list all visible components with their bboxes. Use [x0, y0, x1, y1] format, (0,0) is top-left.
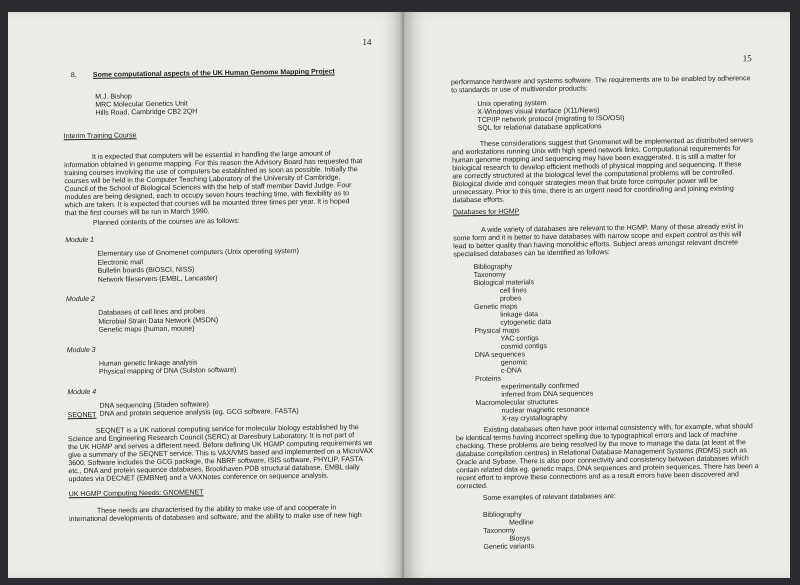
text-line: some form and it is better to have databases with narrow scope and expert control as this will	[453, 231, 742, 243]
text-line: MRC Molecular Genetics Unit	[95, 100, 188, 109]
text-line: etc., DNA and protein sequence databases, Brookhaven PDB structural database, EMBL daily	[68, 464, 360, 476]
text-line: contain related data eg. genetic maps, DNA sequences and protein sequences. There has been a	[456, 463, 759, 475]
para-training	[64, 150, 363, 218]
text-line: A wide variety of databases are relevant to the HGMP. Many of these already exist in	[481, 223, 744, 234]
list-item: Physical maps	[474, 327, 520, 336]
text-line: SQL for relational database applications	[477, 123, 602, 132]
author-block	[95, 92, 197, 117]
section-number: 8.	[70, 72, 77, 80]
text-line: information obtained in genome mapping. For this reason the Advisory Board has requested that	[64, 158, 363, 170]
examples-intro: Some examples of relevant databases are:	[482, 493, 616, 502]
text-line: database compilation centres) in Relational Database Management Systems (RDMS) such as	[456, 447, 747, 459]
list-item: Biosys	[509, 535, 531, 543]
list-item: Proteins	[475, 375, 501, 384]
module-item: Elementary use of Gnomenet computers (Unix operating system)	[97, 247, 299, 258]
module-item: DNA sequencing (Staden software)	[99, 400, 209, 410]
list-item: cytogenetic data	[500, 318, 552, 327]
book-spread	[8, 12, 790, 578]
examples-list	[483, 511, 534, 552]
text-line: corrected.	[456, 482, 488, 491]
list-item: Taxonomy	[483, 527, 516, 535]
list-item: cosmid contigs	[500, 343, 548, 351]
text-line: checking. These problems are being resolved by the move to manage the data (at least at the	[456, 439, 746, 451]
para-needs	[69, 504, 362, 524]
text-line: and workstations running Unix with high speed network links. Computational requirements for	[451, 145, 741, 157]
list-item: probes	[499, 295, 522, 303]
text-line: It is expected that computers will be essential in handling the large amount of	[91, 150, 331, 161]
module-item: Bulletin boards (BIOSCI, NISS)	[97, 266, 195, 275]
standards-list	[477, 99, 624, 133]
page-number: 15	[742, 53, 752, 64]
list-item: experimentally confirmed	[501, 382, 580, 391]
heading-needs: UK HGMP Computing Needs: GNOMENET	[68, 489, 204, 499]
list-item: X-ray crystallography	[501, 414, 568, 423]
database-subjects-list	[474, 262, 594, 424]
text-line: Hills Road, Cambridge CB2 2QH	[95, 108, 198, 117]
list-item: Biological materials	[473, 279, 535, 288]
text-line: give a summary of the SEQNET service. This is VAX/VMS based and implemented on a MicroVAX	[68, 447, 374, 460]
text-line: to standards or use of multivendor products:	[451, 85, 588, 95]
text-line: unnecessary. Prior to this time, there is an urgent need for coordinating and joining existing	[452, 185, 734, 197]
heading-databases: Databases for HGMP	[452, 208, 520, 217]
module-item: Databases of cell lines and probes	[98, 308, 206, 317]
text-line: the UK HGMP and serves a different need. Before defining UK HGMP computing requirements we	[68, 439, 373, 452]
heading-training: Interim Training Course	[63, 132, 137, 141]
module-item: Electronic mail	[97, 258, 144, 267]
text-line: biological research to develop efficient methods of physical mapping and sequencing. If these	[452, 161, 742, 173]
text-line: training courses involving the use of computers be established as soon as possible. Initially the	[64, 166, 358, 178]
list-item: Medline	[509, 519, 534, 527]
list-item: genomic	[500, 359, 528, 367]
para-existing	[456, 423, 759, 491]
text-line: M.J. Bishop	[95, 93, 132, 101]
text-line: that the first courses will be run in March 1990.	[64, 208, 210, 218]
list-item: Taxonomy	[473, 271, 506, 280]
text-line: database efforts.	[452, 196, 505, 205]
para-gnomenet	[452, 137, 754, 205]
right-page	[404, 12, 790, 578]
module-item: Genetic maps (human, mouse)	[98, 325, 195, 334]
list-item: Genetic variants	[483, 543, 535, 551]
text-line: are correctly structured at the biological level the computational problems will be controlled.	[452, 169, 735, 181]
heading-seqnet: SEQNET	[67, 411, 97, 420]
list-item: linkage data	[500, 311, 539, 319]
text-line: Biological divide and conquer strategies mean that brute force computer power will be	[452, 177, 718, 189]
module-label: Module 4	[67, 388, 97, 396]
list-item: cell lines	[499, 287, 527, 295]
text-line: Council of the School of Biological Sciences with the help of staff member David Judge. Four	[64, 182, 352, 194]
text-line: recent effort to improve these connections and as a result errors have been discovered and	[456, 471, 739, 483]
para-cont	[451, 75, 751, 95]
para-seqnet	[68, 424, 374, 484]
module-item: Human genetic linkage analysis	[98, 358, 198, 368]
text-line: courses will be held in the Computer Teaching Laboratory of the University of Cambridge,	[64, 174, 341, 186]
list-item: nuclear magnetic resonance	[501, 406, 590, 415]
text-line: X-Windows visual interface (X11/News)	[477, 107, 600, 116]
left-page	[8, 12, 404, 578]
text-line: Science and Engineering Research Council (SERC) at Daresbury Laboratory. It is not part of	[67, 432, 355, 444]
text-line: be identical terms having incorrect spelling due to typographical errors and lack of machine	[455, 431, 738, 443]
planned-contents: Planned contents of the courses are as follows:	[92, 217, 240, 227]
text-line: Unix operating system	[477, 100, 547, 108]
module-item: DNA and protein sequence analysis (eg. GCG software, FASTA)	[99, 407, 299, 418]
module-item: Physical mapping of DNA (Sulston software)	[98, 366, 237, 376]
text-line: These needs are characterised by the ability to make use of and cooperate in	[96, 504, 337, 515]
module-label: Module 2	[65, 295, 95, 304]
text-line: human genome mapping and sequencing may have been exaggerated. It is still a matter for	[452, 153, 737, 165]
list-item: c-DNA	[500, 367, 522, 375]
text-line: modules are being designed, each to occupy seven hours teaching time, with flexibility as to	[64, 190, 350, 202]
text-line: TCP/IP network protocol (migrating to ISO/OSI)	[477, 114, 625, 124]
text-line: lead to better quality than having monolithic efforts. Subject areas amongst relevant discrete	[453, 239, 739, 251]
list-item: inferred from DNA sequences	[501, 390, 594, 399]
text-line: international developments of databases and software, and the ability to make use of new high	[69, 512, 362, 524]
module-label: Module 1	[65, 236, 95, 245]
page-number: 14	[362, 36, 372, 48]
text-line: performance hardware and systems software. The requirements are to be enabled by adherence	[450, 75, 751, 87]
text-line: specialised databases can be identified as follows:	[453, 249, 610, 259]
list-item: DNA sequences	[474, 351, 526, 360]
text-line: which are taken. It is expected that courses will be mounted three times per year. It is hoped	[64, 198, 350, 210]
list-item: Bibliography	[473, 263, 513, 272]
para-databases	[453, 223, 744, 259]
list-item: Genetic maps	[474, 303, 518, 312]
list-item: Bibliography	[482, 511, 522, 519]
text-line: These considerations suggest that Gnomenet will be implemented as distributed servers	[479, 137, 754, 148]
module-item: Network fileservers (EMBL, Lancaster)	[97, 274, 218, 284]
list-item: Macromolecular structures	[475, 398, 558, 408]
page-title: Some computational aspects of the UK Human Genome Mapping Project	[92, 68, 335, 79]
text-line: SEQNET is a UK national computing service for molecular biology established by the	[95, 424, 359, 435]
text-line: Oracle and Sybase. There is also poor connectivity and consistency between databases which	[456, 455, 749, 467]
list-item: YAC contigs	[500, 335, 539, 343]
text-line: Existing databases often have poor internal consistency with, for example, what should	[483, 423, 753, 434]
text-line: 3600. Software includes the GCG package, the NBRF software, ISIS software, PHYLIP, FASTA	[68, 456, 363, 468]
text-line: updates via DECNET (EMBNet) and a VAXNotes conference on sequence analysis.	[68, 472, 329, 484]
module-item: Microbial Strain Data Network (MSDN)	[98, 316, 219, 326]
module-label: Module 3	[66, 346, 96, 354]
